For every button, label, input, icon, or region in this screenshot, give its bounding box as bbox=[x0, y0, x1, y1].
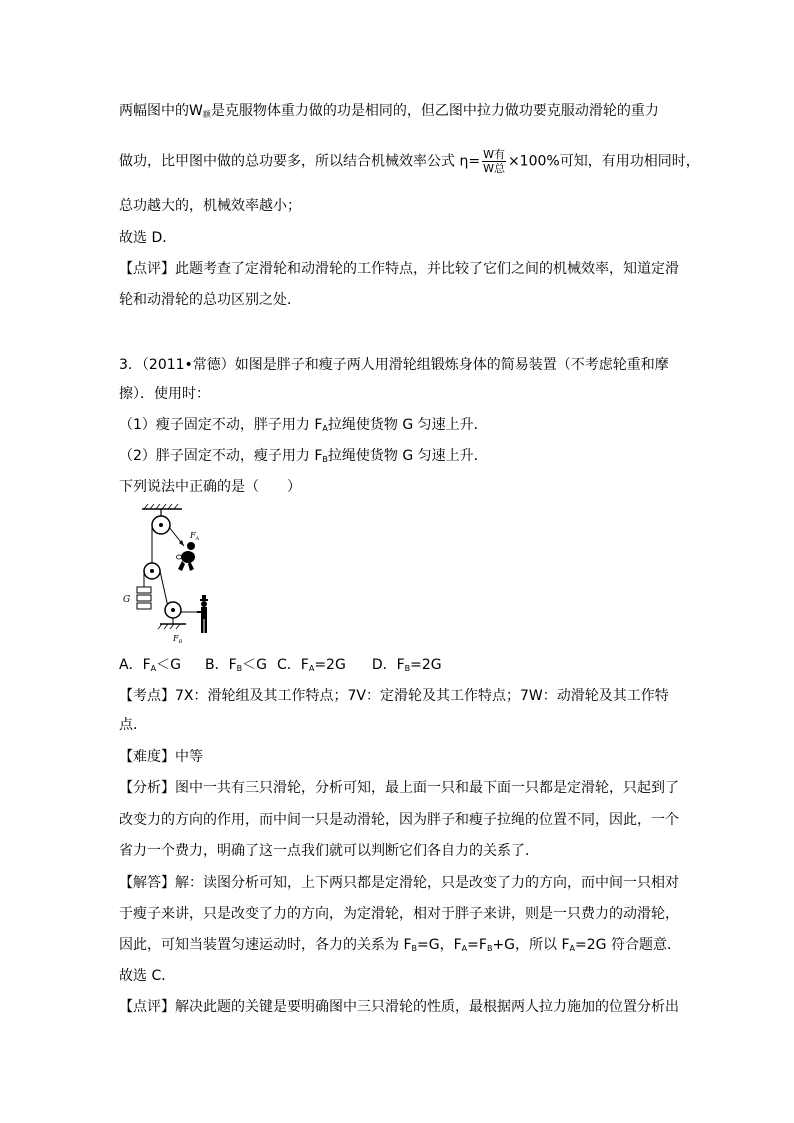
option-a[interactable]: A．$F_A<G$ bbox=[119, 657, 181, 673]
option-b[interactable]: B．$F_B<G$ bbox=[204, 657, 268, 673]
solution-line: 【解答】解：读图分析可知，上下两只都是定滑轮，只是改变了力的方向，而中间一只相对 bbox=[119, 875, 679, 891]
question-3-text: 擦）．使用时： bbox=[119, 386, 210, 402]
label-fb: $F_B$ bbox=[173, 634, 183, 645]
comment-line: 【点评】此题考查了定滑轮和动滑轮的工作特点，并比较了它们之间的机械效率，知道定滑 bbox=[119, 261, 679, 277]
solution-line: 因此，可知当装置匀速运动时，各力的关系为 $F_B=G$，$F_A=F_B+G$，所以 $F_A=2G$ 符合题意． bbox=[119, 937, 681, 953]
question-3-case-1: （1）瘦子固定不动，胖子用力 $F_A$拉绳使货物 G 匀速上升． bbox=[119, 417, 488, 433]
question-3-prompt: 下列说法中正确的是（ ） bbox=[119, 479, 301, 495]
answer-options bbox=[119, 655, 442, 679]
thin-man-figure bbox=[197, 595, 208, 633]
pulley-figure bbox=[118, 503, 218, 653]
knowledge-points: 【考点】7X：滑轮组及其工作特点；7V：定滑轮及其工作特点；7W：动滑轮及其工作特 bbox=[119, 688, 669, 704]
label-g: G bbox=[123, 595, 131, 605]
option-c[interactable]: C．$F_A=2G$ bbox=[277, 657, 346, 673]
weight-block bbox=[137, 603, 151, 609]
question-3-title: 3．（2011•常德）如图是胖子和瘦子两人用滑轮组锻炼身体的简易装置（不考虑轮重和摩 bbox=[119, 357, 669, 373]
answer-line: 故选 C． bbox=[119, 968, 176, 984]
comment-line: 【点评】解决此题的关键是要明确图中三只滑轮的性质，最根据两人拉力施加的位置分析出 bbox=[119, 999, 679, 1015]
fat-man-figure bbox=[177, 542, 196, 571]
analysis-line: 省力一个费力，明确了这一点我们就可以判断它们各自力的关系了． bbox=[119, 843, 539, 859]
difficulty: 【难度】中等 bbox=[119, 749, 203, 765]
comment-line: 轮和动滑轮的总功区别之处． bbox=[119, 292, 301, 308]
analysis-line: 改变力的方向的作用，而中间一只是动滑轮，因为胖子和瘦子拉绳的位置不同，因此，一个 bbox=[119, 812, 679, 828]
text-line: 两幅图中的$W_额$是克服物体重力做的功是相同的，但乙图中拉力做功要克服动滑轮的重力 bbox=[119, 103, 659, 119]
text-line: 总功越大的，机械效率越小； bbox=[119, 198, 301, 214]
analysis-line: 【分析】图中一共有三只滑轮，分析可知，最上面一只和最下面一只都是定滑轮，只起到了 bbox=[119, 780, 679, 796]
weight-block bbox=[137, 595, 151, 601]
efficiency-fraction: $\frac{\text{W有}}{\text{W总}}$ bbox=[483, 148, 505, 175]
answer-line: 故选 D． bbox=[119, 230, 177, 246]
option-d[interactable]: D．$F_B=2G$ bbox=[371, 657, 442, 673]
question-3-case-2: （2）胖子固定不动，瘦子用力 $F_B$拉绳使货物 G 匀速上升． bbox=[119, 448, 488, 464]
label-fa: $F_A$ bbox=[190, 531, 200, 542]
weight-block bbox=[137, 587, 151, 593]
solution-line: 于瘦子来讲，只是改变了力的方向，为定滑轮，相对于胖子来讲，则是一只费力的动滑轮， bbox=[119, 906, 679, 922]
efficiency-formula-line: 做功，比甲图中做的总功要多，所以结合机械效率公式 η= $\frac{\text{W有}}{\text{W总}}$ ×100%可知，有用功相同时， bbox=[119, 148, 700, 175]
knowledge-points-cont: 点． bbox=[119, 717, 147, 733]
